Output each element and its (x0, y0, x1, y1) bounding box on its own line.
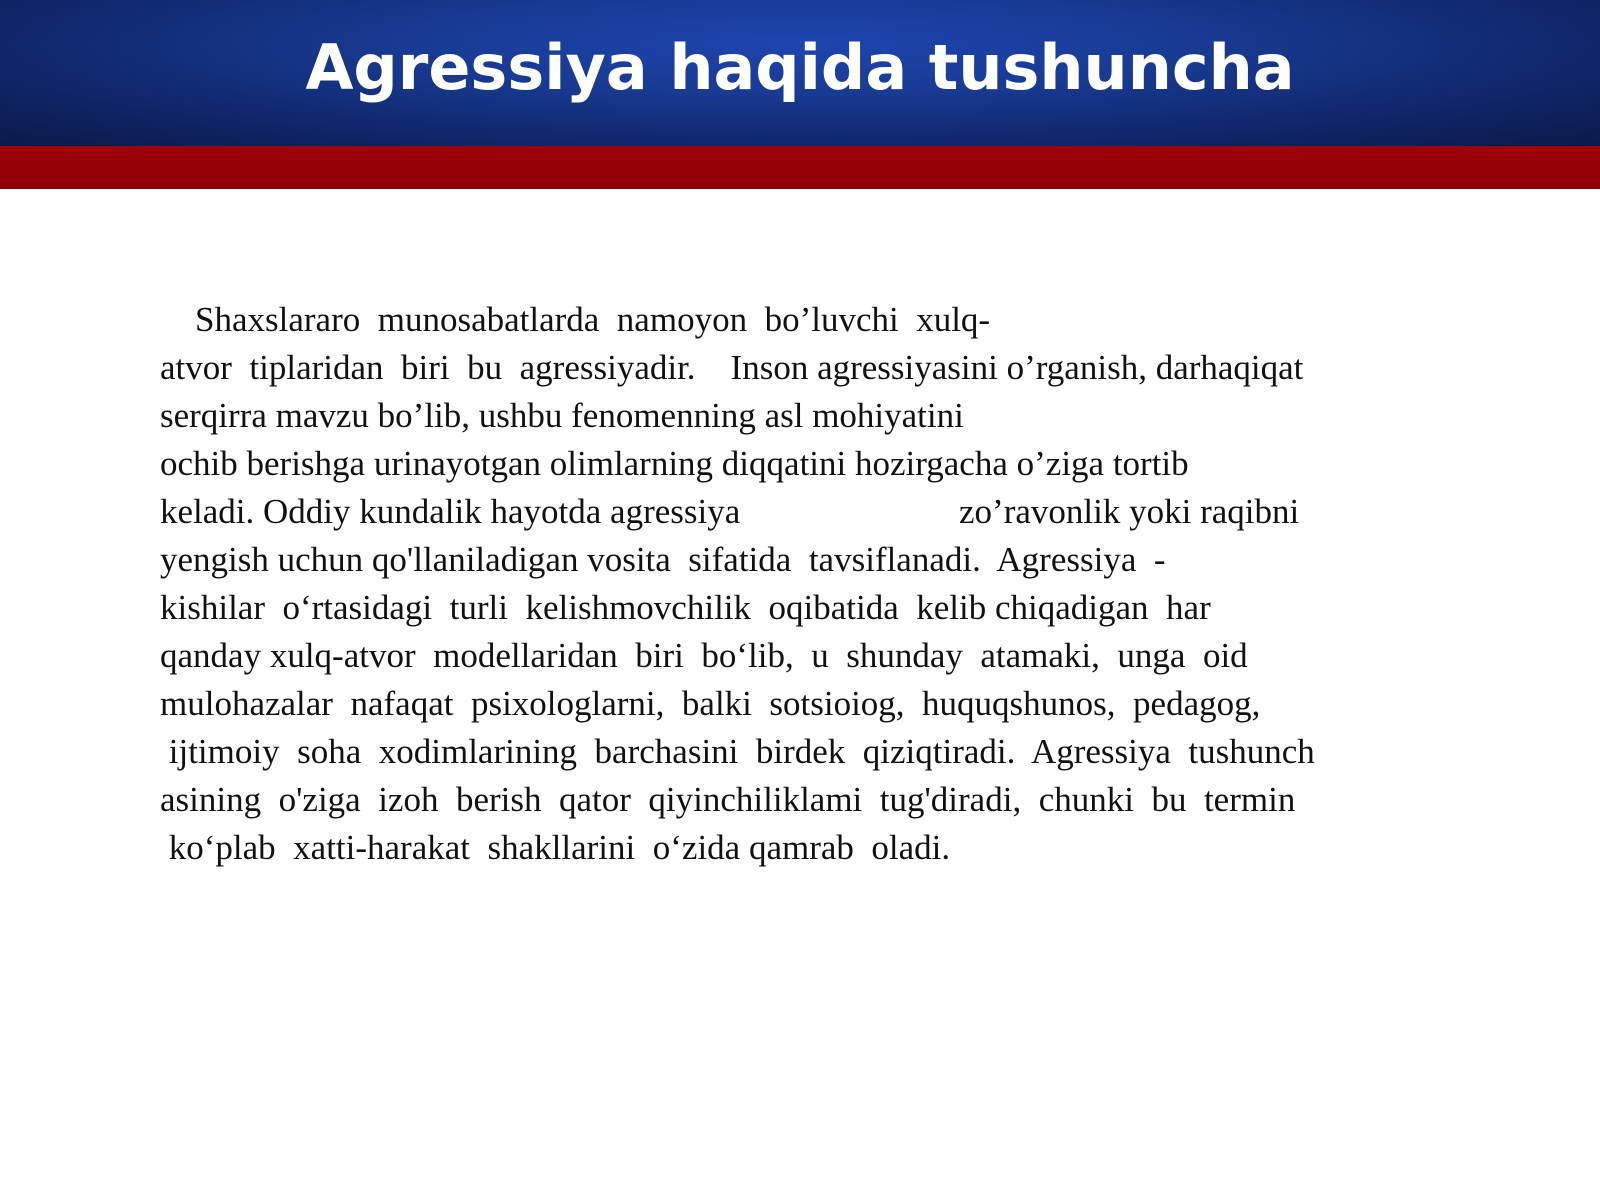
title-bar (0, 0, 1600, 146)
accent-band (0, 146, 1600, 189)
body-line: ko‘plab xatti-harakat shakllarini o‘zida qamrab oladi. (160, 828, 951, 867)
body-line: yengish uchun qo'llaniladigan vosita sifatida tavsiflanadi. Agressiya - (160, 540, 1166, 579)
body-line: asining o'ziga izoh berish qator qiyinchiliklami tug'diradi, chunki bu termin (160, 780, 1296, 819)
slide-title: Agressiya haqida tushuncha (305, 30, 1295, 104)
body-line: ijtimoiy soha xodimlarining barchasini birdek qiziqtiradi. Agressiya tushunch (160, 732, 1315, 771)
body-line: keladi. Oddiy kundalik hayotda agressiya zo’ravonlik yoki raqibni (160, 492, 1300, 531)
body-line: serqirra mavzu bo’lib, ushbu fenomenning asl mohiyatini (160, 396, 964, 435)
body-line: kishilar o‘rtasidagi turli kelishmovchilik oqibatida kelib chiqadigan har (160, 588, 1211, 627)
body-line: qanday xulq-atvor modellaridan biri bo‘lib, u shunday atamaki, unga oid (160, 636, 1248, 675)
body-line: Shaxslararo munosabatlarda namoyon bo’luvchi xulq- (160, 300, 991, 339)
body-line: atvor tiplaridan biri bu agressiyadir. Inson agressiyasini o’rganish, darhaqiqat (160, 348, 1304, 387)
body-line: mulohazalar nafaqat psixologlarni, balki sotsioiog, huquqshunos, pedagog, (160, 684, 1261, 723)
body-text (160, 296, 1520, 872)
body-line: ochib berishga urinayotgan olimlarning diqqatini hozirgacha o’ziga tortib (160, 444, 1189, 483)
